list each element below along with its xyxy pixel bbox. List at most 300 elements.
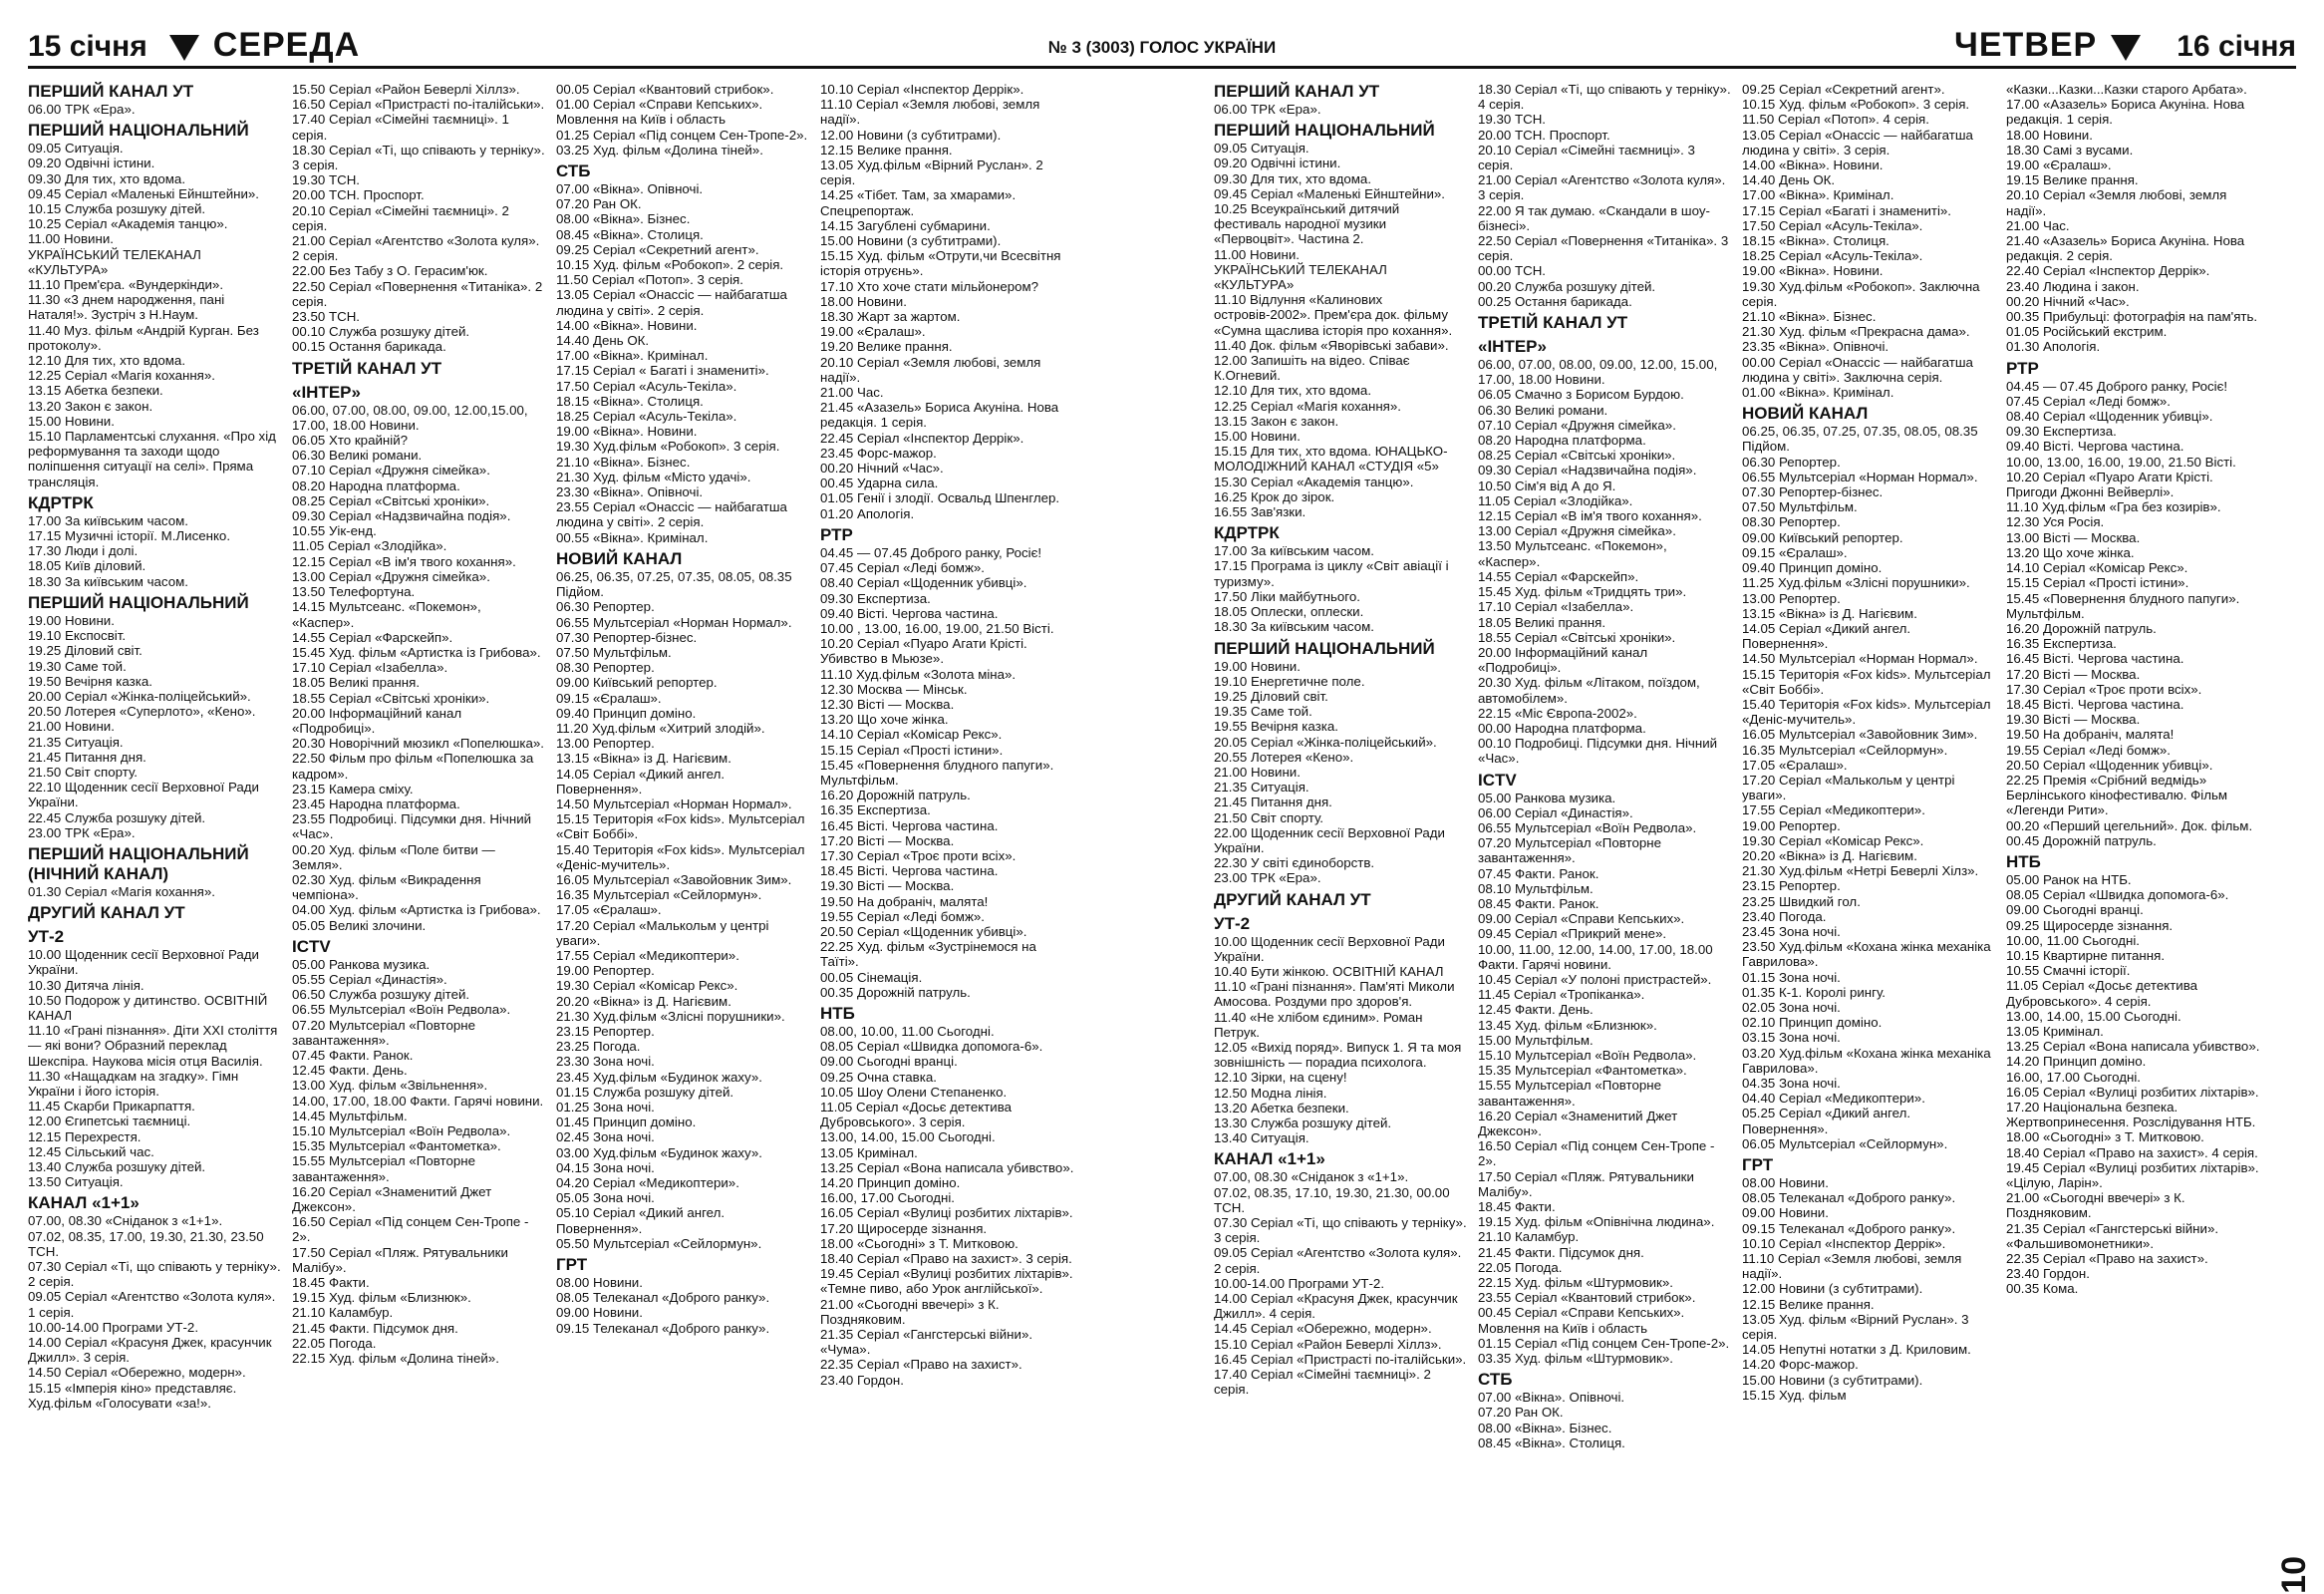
schedule-column bbox=[28, 82, 292, 1555]
program-entry: 04.45 — 07.45 Доброго ранку, Росіє! bbox=[2006, 378, 2228, 394]
program-entry: 19.55 Серіал «Леді бомж». bbox=[2006, 742, 2171, 758]
issue-info: № 3 (3003) ГОЛОС УКРАЇНИ bbox=[1047, 38, 1277, 57]
program-entry: 10.25 Серіал «Академія танцю». bbox=[28, 216, 228, 232]
program-entry: 17.50 Серіал «Асуль-Текіла». bbox=[556, 378, 737, 394]
program-entry: 16.00, 17.00 Сьогодні. bbox=[2006, 1069, 2141, 1085]
program-entry: 15.00 Новини (з субтитрами). bbox=[820, 233, 1002, 249]
channel-heading: ПЕРШИЙ НАЦІОНАЛЬНИЙ bbox=[28, 121, 249, 141]
program-entry: 18.30 Жарт за жартом. bbox=[820, 309, 961, 325]
program-entry: 10.15 Квартирне питання. bbox=[2006, 947, 2166, 963]
program-entry: 16.05 Мультсеріал «Завойовник Зим». bbox=[1742, 727, 1978, 743]
program-entry: 08.30 Репортер. bbox=[556, 660, 655, 676]
program-entry: 16.35 Мультсеріал «Сейлормун». bbox=[1742, 742, 1948, 758]
program-entry: 09.40 Вісті. Чергова частина. bbox=[2006, 439, 2184, 455]
program-entry: 12.00 Новини (з субтитрами). bbox=[820, 127, 1002, 143]
program-entry: 00.35 Кома. bbox=[2006, 1281, 2079, 1297]
program-entry: 09.15 Телеканал «Доброго ранку». bbox=[1742, 1220, 1956, 1236]
program-entry: 00.00 Серіал «Онассіс — найбагатша людина у світі». Заключна серія. bbox=[1742, 354, 1977, 385]
program-entry: 20.50 Лотерея «Суперлото», «Кено». bbox=[28, 704, 256, 720]
program-entry: 08.00 «Вікна». Бізнес. bbox=[1478, 1420, 1612, 1435]
program-entry: 08.05 Телеканал «Доброго ранку». bbox=[556, 1290, 770, 1306]
program-entry: 10.05 Шоу Олени Степаненко. bbox=[820, 1084, 1008, 1100]
program-entry: 18.55 Серіал «Світські хроніки». bbox=[1478, 629, 1676, 645]
program-entry: 20.10 Серіал «Земля любові, земля надії». bbox=[2006, 187, 2231, 218]
program-entry: 05.05 Зона ночі. bbox=[556, 1190, 655, 1206]
program-entry: 11.00 Новини. bbox=[28, 231, 114, 247]
program-entry: 09.00 Київський репортер. bbox=[556, 675, 718, 691]
program-entry: 17.20 Щиросерде зізнання. bbox=[820, 1220, 988, 1236]
program-entry: 15.15 Худ. фільм «Отрути,чи Всесвітня історія отруєнь». bbox=[820, 248, 1065, 279]
program-entry: 22.00 Щоденник сесії Верховної Ради України. bbox=[1214, 824, 1449, 855]
program-entry: 10.50 Сім'я від А до Я. bbox=[1478, 478, 1616, 493]
program-entry: 01.15 Зона ночі. bbox=[1742, 969, 1841, 985]
channel-heading: ПЕРШИЙ КАНАЛ УТ bbox=[1214, 82, 1380, 101]
program-entry: 06.50 Служба розшуку дітей. bbox=[292, 987, 470, 1003]
channel-heading: ДРУГИЙ КАНАЛ УТ bbox=[28, 903, 185, 923]
program-entry: 22.15 Худ. фільм «Штурмовик». bbox=[1478, 1275, 1673, 1291]
program-entry: 13.00 Вісті — Москва. bbox=[2006, 529, 2141, 545]
program-entry: 01.00 Серіал «Справи Кепських». Мовлення на Київ і область bbox=[556, 97, 766, 128]
program-entry: 03.15 Зона ночі. bbox=[1742, 1030, 1841, 1046]
program-entry: 08.40 Серіал «Щоденник убивці». bbox=[820, 575, 1027, 591]
program-entry: 15.15 Для тих, хто вдома. ЮНАЦЬКО-МОЛОДІЖНИЙ КАНАЛ «СТУДІЯ «5» bbox=[1214, 444, 1448, 475]
program-entry: 22.15 «Міс Європа-2002». bbox=[1478, 705, 1637, 721]
schedule-column bbox=[292, 82, 556, 1555]
program-entry: 00.10 Подробиці. Підсумки дня. Нічний «Час». bbox=[1478, 736, 1721, 767]
program-entry: 11.40 Док. фільм «Яворівські забави». bbox=[1214, 337, 1449, 353]
program-entry: 06.05 Смачно з Борисом Бурдою. bbox=[1478, 387, 1684, 403]
program-entry: 06.00 ТРК «Ера». bbox=[28, 102, 136, 117]
program-entry: 14.50 Мультсеріал «Норман Нормал». bbox=[1742, 651, 1978, 667]
program-entry: 10.00, 11.00 Сьогодні. bbox=[2006, 932, 2140, 948]
program-entry: 19.55 Вечірня казка. bbox=[1214, 719, 1338, 735]
program-entry: 08.00 «Вікна». Бізнес. bbox=[556, 211, 691, 227]
program-entry: 18.05 Оплески, оплески. bbox=[1214, 604, 1364, 620]
program-entry: 19.30 Серіал «Комісар Рекс». bbox=[556, 978, 738, 994]
program-entry: 22.30 У світі єдиноборств. bbox=[1214, 855, 1375, 871]
program-entry: 22.25 Худ. фільм «Зустрінемося на Таїті». bbox=[820, 939, 1040, 970]
program-entry: 09.40 Вісті. Чергова частина. bbox=[820, 605, 999, 621]
program-entry: 19.20 Велике прання. bbox=[820, 339, 953, 355]
program-entry: 19.50 Вечірня казка. bbox=[28, 673, 152, 689]
program-entry: 12.00 Новини (з субтитрами). bbox=[1742, 1281, 1923, 1297]
program-entry: 15.00 Новини. bbox=[1214, 429, 1301, 445]
program-entry: 19.25 Діловий світ. bbox=[1214, 688, 1328, 704]
program-entry: 20.20 «Вікна» із Д. Нагієвим. bbox=[556, 993, 731, 1009]
schedule-column bbox=[1478, 82, 1742, 1555]
channel-heading: ТРЕТІЙ КАНАЛ УТ bbox=[1478, 313, 1628, 333]
program-entry: 13.20 Що хоче жінка. bbox=[2006, 544, 2135, 560]
program-entry: 18.25 Серіал «Асуль-Текіла». bbox=[556, 409, 737, 425]
program-entry: 00.20 Нічний «Час». bbox=[820, 461, 944, 477]
program-entry: 18.30 Серіал «Ті, що співають у терніку». 4 серія. bbox=[1478, 82, 1735, 113]
program-entry: 09.45 Серіал «Маленькі Ейнштейни». bbox=[1214, 185, 1446, 201]
triangle-down-icon bbox=[2111, 35, 2141, 61]
program-entry: 17.40 Серіал «Сімейні таємниці». 1 серія. bbox=[292, 112, 513, 143]
program-entry: 23.00 ТРК «Ера». bbox=[1214, 870, 1321, 886]
program-entry: 20.10 Серіал «Сімейні таємниці». 3 серія. bbox=[1478, 142, 1699, 173]
program-entry: 10.00, 11.00, 12.00, 14.00, 17.00, 18.00 Факти. Гарячі новини. bbox=[1478, 941, 1717, 972]
program-entry: 09.25 Очна ставка. bbox=[820, 1069, 937, 1085]
program-entry: 23.45 Форс-мажор. bbox=[820, 445, 937, 461]
program-entry: 06.00, 07.00, 08.00, 09.00, 12.00, 15.00, 17.00, 18.00 Новини. bbox=[1478, 357, 1721, 388]
program-entry: 13.20 Що хоче жінка. bbox=[820, 712, 949, 728]
program-entry: 13.00, 14.00, 15.00 Сьогодні. bbox=[2006, 1008, 2181, 1024]
program-entry: 18.00 «Сьогодні» з Т. Митковою. bbox=[2006, 1129, 2204, 1145]
program-entry: 04.35 Зона ночі. bbox=[1742, 1076, 1841, 1091]
program-entry: 07.10 Серіал «Дружня сімейка». bbox=[1478, 417, 1676, 433]
program-entry: 19.30 Худ.фільм «Робокоп». 3 серія. bbox=[556, 439, 780, 455]
program-entry: 19.00 «Єралаш». bbox=[2006, 158, 2112, 173]
program-entry: 09.05 Серіал «Агентство «Золота куля». 2 серія. bbox=[1214, 1245, 1466, 1276]
program-entry: 13.45 Худ. фільм «Близнюк». bbox=[1478, 1017, 1657, 1033]
program-entry: 03.25 Худ. фільм «Долина тіней». bbox=[556, 142, 763, 158]
program-entry: 17.20 Серіал «Малькольм у центрі уваги». bbox=[1742, 772, 1959, 803]
program-entry: 07.00 «Вікна». Опівночі. bbox=[556, 181, 704, 197]
program-entry: 10.50 Подорож у дитинство. ОСВІТНІЙ КАНАЛ bbox=[28, 992, 272, 1023]
program-entry: 10.55 Смачні історії. bbox=[2006, 963, 2131, 979]
program-entry: 19.30 Вісті — Москва. bbox=[2006, 712, 2141, 728]
program-entry: 23.55 Серіал «Онассіс — найбагатша людина у світі». 2 серія. bbox=[556, 499, 791, 530]
program-entry: 10.20 Серіал «Пуаро Агати Крісті. Пригоди Джонні Вейверлі». bbox=[2006, 469, 2217, 500]
schedule-column bbox=[556, 82, 820, 1555]
program-entry: 17.30 Серіал «Троє проти всіх». bbox=[2006, 681, 2202, 697]
program-entry: 07.50 Мультфільм. bbox=[1742, 499, 1858, 515]
program-entry: 00.25 Остання барикада. bbox=[1478, 293, 1632, 309]
program-entry: 01.20 Апологія. bbox=[820, 505, 915, 521]
program-entry: 05.50 Мультсеріал «Сейлормун». bbox=[556, 1235, 762, 1251]
channel-heading: ПЕРШИЙ КАНАЛ УТ bbox=[28, 82, 194, 101]
program-entry: 15.45 Худ. фільм «Тридцять три». bbox=[1478, 584, 1687, 600]
channel-heading: ГРТ bbox=[556, 1255, 588, 1275]
channel-heading: УТ-2 bbox=[1214, 913, 1251, 933]
program-entry: 13.00 Серіал «Дружня сімейка». bbox=[292, 568, 490, 584]
program-entry: 01.35 К-1. Королі рингу. bbox=[1742, 984, 1886, 1000]
program-entry: 09.45 Серіал «Прикрий мене». bbox=[1478, 926, 1667, 942]
program-entry: 09.40 Принцип доміно. bbox=[1742, 560, 1883, 576]
program-entry: 01.25 Зона ночі. bbox=[556, 1100, 655, 1115]
program-entry: 18.45 Вісті. Чергова частина. bbox=[820, 863, 999, 879]
program-entry: 17.10 Серіал «Ізабелла». bbox=[1478, 599, 1634, 615]
program-entry: 17.00 «Вікна». Кримінал. bbox=[556, 348, 709, 364]
program-entry: 00.20 Служба розшуку дітей. bbox=[1478, 278, 1656, 294]
program-entry: 19.00 Репортер. bbox=[1742, 817, 1841, 833]
program-entry: 10.30 Дитяча лінія. bbox=[28, 977, 145, 993]
program-entry: 05.55 Серіал «Династія». bbox=[292, 971, 447, 987]
program-entry: 22.00 Я так думаю. «Скандали в шоу-бізнесі». bbox=[1478, 202, 1710, 233]
program-entry: 07.20 Мультсеріал «Повторне завантаження». bbox=[1478, 835, 1665, 866]
program-entry: 22.50 Серіал «Повернення «Титаніка». 3 серія. bbox=[1478, 233, 1732, 264]
program-entry: 09.00 Новини. bbox=[1742, 1205, 1829, 1221]
program-entry: 13.15 Закон є закон. bbox=[1214, 413, 1339, 429]
program-entry: 21.10 «Вікна». Бізнес. bbox=[1742, 309, 1877, 325]
program-entry: 15.00 Мультфільм. bbox=[1478, 1032, 1594, 1048]
program-entry: 10.00 Щоденник сесії Верховної Ради України. bbox=[28, 947, 263, 978]
program-entry: 21.10 Каламбур. bbox=[292, 1305, 394, 1321]
program-entry: 10.25 Всеукраїнський дитячий фестиваль народної музики «Первоцвіт». Частина 2. bbox=[1214, 201, 1403, 247]
program-entry: 14.00 Серіал «Красуня Джек, красунчик Джилл». 4 серія. bbox=[1214, 1291, 1462, 1322]
program-entry: 07.45 Серіал «Леді бомж». bbox=[820, 560, 985, 576]
program-entry: 12.10 Для тих, хто вдома. bbox=[28, 353, 186, 369]
program-entry: 07.20 Мультсеріал «Повторне завантаження». bbox=[292, 1017, 479, 1048]
program-entry: 17.15 Програма із циклу «Світ авіації і туризму». bbox=[1214, 558, 1453, 589]
program-entry: 14.40 День ОК. bbox=[556, 333, 650, 349]
program-entry: 20.50 Серіал «Щоденник убивці». bbox=[2006, 757, 2213, 773]
program-entry: 06.00, 07.00, 08.00, 09.00, 12.00,15.00, 17.00, 18.00 Новини. bbox=[292, 402, 532, 433]
program-entry: 17.30 Серіал «Троє проти всіх». bbox=[820, 847, 1017, 863]
program-entry: 22.35 Серіал «Право на захист». bbox=[2006, 1251, 2208, 1267]
program-entry: 13.50 Мультсеанс. «Покемон», «Каспер». bbox=[1478, 538, 1671, 569]
program-entry: 19.15 Худ. фільм «Близнюк». bbox=[292, 1290, 471, 1306]
program-entry: 08.10 Мультфільм. bbox=[1478, 880, 1594, 896]
program-entry: 21.30 Худ. фільм «Місто удачі». bbox=[556, 469, 751, 484]
program-entry: 13.05 Кримінал. bbox=[2006, 1023, 2104, 1039]
program-entry: 19.30 Саме той. bbox=[28, 658, 127, 674]
program-entry: 19.30 Худ.фільм «Робокоп». Заключна серія. bbox=[1742, 278, 1984, 309]
program-entry: 12.00 Запишіть на відео. Співає К.Огневий. bbox=[1214, 353, 1414, 384]
right-header bbox=[1954, 26, 2296, 65]
program-entry: 08.25 Серіал «Світські хроніки». bbox=[292, 492, 490, 508]
program-entry: 20.00 Інформаційний канал «Подробиці». bbox=[1478, 644, 1651, 676]
program-entry: 21.00 Час. bbox=[2006, 217, 2070, 233]
program-entry: 15.15 Серіал «Прості істини». bbox=[2006, 575, 2189, 591]
program-entry: 10.20 Серіал «Пуаро Агати Крісті. Убивство в Мьюзе». bbox=[820, 636, 1031, 667]
program-entry: 08.05 Серіал «Швидка допомога-6». bbox=[2006, 887, 2229, 903]
program-entry: 12.30 Москва — Мінськ. bbox=[820, 681, 968, 697]
program-entry: 04.20 Серіал «Медикоптери». bbox=[556, 1175, 739, 1191]
program-entry: 06.00 ТРК «Ера». bbox=[1214, 102, 1321, 117]
program-entry: 07.02, 08.35, 17.10, 19.30, 21.30, 00.00 ТСН. bbox=[1214, 1184, 1454, 1215]
program-entry: 22.45 Служба розшуку дітей. bbox=[28, 809, 206, 825]
program-entry: 21.00 Час. bbox=[820, 385, 884, 401]
program-entry: 17.20 Серіал «Малькольм у центрі уваги». bbox=[556, 917, 773, 948]
program-entry: 08.30 Репортер. bbox=[1742, 514, 1841, 530]
program-entry: 20.20 «Вікна» із Д. Нагієвим. bbox=[1742, 847, 1917, 863]
program-entry: 13.15 «Вікна» із Д. Нагієвим. bbox=[1742, 605, 1917, 621]
program-entry: 23.15 Репортер. bbox=[556, 1023, 655, 1039]
program-entry: 06.55 Мультсеріал «Норман Нормал». bbox=[1742, 469, 1978, 484]
channel-heading: КДРТРК bbox=[28, 492, 94, 512]
program-entry: 23.25 Погода. bbox=[556, 1039, 641, 1055]
program-entry: 11.10 Серіал «Земля любові, земля надії». bbox=[820, 97, 1044, 128]
program-entry: 14.50 Мультсеріал «Норман Нормал». bbox=[556, 796, 792, 811]
program-entry: 11.30 «Нащадкам на згадку». Гімн України і його історія. bbox=[28, 1068, 242, 1099]
program-entry: 21.45 «Азазель» Бориса Акуніна. Нова редакція. 1 серія. bbox=[820, 400, 1062, 431]
program-entry: 01.45 Принцип доміно. bbox=[556, 1115, 697, 1130]
program-entry: 06.30 Репортер. bbox=[556, 599, 655, 615]
program-entry: 09.40 Принцип доміно. bbox=[556, 705, 697, 721]
page-header bbox=[28, 20, 2296, 69]
schedule-column bbox=[1742, 82, 2006, 1555]
program-entry: 05.10 Серіал «Дикий ангел. Повернення». bbox=[556, 1205, 728, 1236]
program-entry: 17.00 «Вікна». Кримінал. bbox=[1742, 187, 1894, 203]
program-entry: 17.40 Серіал «Сімейні таємниці». 2 серія. bbox=[1214, 1367, 1435, 1398]
program-entry: 06.55 Мультсеріал «Воїн Редвола». bbox=[292, 1002, 511, 1018]
program-entry: 09.30 Для тих, хто вдома. bbox=[1214, 170, 1372, 186]
program-entry: 11.40 Муз. фільм «Андрій Курган. Без протоколу». bbox=[28, 322, 263, 353]
program-entry: 22.35 Серіал «Право на захист». bbox=[820, 1357, 1022, 1373]
program-entry: 10.00, 13.00, 16.00, 19.00, 21.50 Вісті. bbox=[2006, 454, 2236, 470]
program-entry: 22.45 Серіал «Інспектор Деррік». bbox=[820, 430, 1024, 446]
program-entry: 17.15 Серіал «Багаті і знамениті». bbox=[1742, 202, 1952, 218]
left-date: 15 січня bbox=[28, 30, 147, 63]
program-entry: 12.45 Факти. День. bbox=[292, 1063, 408, 1079]
program-entry: 21.40 «Азазель» Бориса Акуніна. Нова редакція. 2 серія. bbox=[2006, 233, 2248, 264]
program-entry: 13.50 Телефортуна. bbox=[292, 584, 416, 600]
program-entry: 20.55 Лотерея «Кено». bbox=[1214, 749, 1354, 765]
program-entry: 09.25 Серіал «Секретний агент». bbox=[1742, 82, 1945, 97]
program-entry: 23.30 «Вікна». Опівночі. bbox=[556, 484, 704, 500]
program-entry: 09.05 Ситуація. bbox=[28, 141, 124, 157]
program-entry: 11.05 Серіал «Досьє детектива Дубровського». 3 серія. bbox=[820, 1100, 1016, 1130]
program-entry: 12.00 Єгипетські таємниці. bbox=[28, 1114, 191, 1129]
program-entry: 13.20 Закон є закон. bbox=[28, 398, 153, 414]
program-entry: 10.00 , 13.00, 16.00, 19.00, 21.50 Вісті. bbox=[820, 620, 1054, 636]
program-entry: 06.05 Хто крайній? bbox=[292, 433, 409, 449]
program-entry: 03.20 Худ.фільм «Кохана жінка механіка Гаврилова». bbox=[1742, 1045, 1995, 1076]
schedule-column bbox=[1214, 82, 1478, 1555]
program-entry: 14.10 Серіал «Комісар Рекс». bbox=[2006, 560, 2188, 576]
program-entry: 08.45 «Вікна». Столиця. bbox=[1478, 1435, 1625, 1450]
program-entry: 07.30 Серіал «Ті, що співають у терніку». 3 серія. bbox=[1214, 1215, 1471, 1246]
program-entry: 09.20 Одвічні істини. bbox=[1214, 156, 1341, 171]
program-entry: 19.30 ТСН. bbox=[1478, 112, 1546, 128]
channel-heading: ICTV bbox=[1478, 770, 1517, 790]
program-entry: 11.00 Новини. bbox=[1214, 246, 1300, 262]
program-entry: 14.10 Серіал «Комісар Рекс». bbox=[820, 727, 1003, 743]
program-entry: 20.30 Новорічний мюзикл «Попелюшка». bbox=[292, 736, 544, 752]
program-entry: 20.30 Худ. фільм «Літаком, поїздом, автомобілем». bbox=[1478, 675, 1704, 706]
program-entry: 12.15 Серіал «В ім'я твого кохання». bbox=[292, 553, 516, 569]
program-entry: 08.05 Телеканал «Доброго ранку». bbox=[1742, 1190, 1956, 1206]
program-entry: 08.45 «Вікна». Столиця. bbox=[556, 226, 704, 242]
program-entry: 13.20 Абетка безпеки. bbox=[1214, 1100, 1349, 1116]
program-entry: 21.00 Серіал «Агентство «Золота куля». 3 серія. bbox=[1478, 172, 1730, 203]
program-entry: 00.10 Служба розшуку дітей. bbox=[292, 324, 470, 340]
program-entry: 14.20 Форс-мажор. bbox=[1742, 1357, 1859, 1373]
program-entry: 13.00 Репортер. bbox=[556, 736, 655, 752]
program-entry: 18.00 Новини. bbox=[2006, 127, 2093, 143]
program-entry: 16.50 Серіал «Пристрасті по-італійськи». bbox=[292, 97, 545, 113]
program-entry: 19.30 Серіал «Комісар Рекс». bbox=[1742, 832, 1924, 848]
program-entry: 09.30 Експертиза. bbox=[820, 590, 931, 606]
program-entry: 19.15 Велике прання. bbox=[2006, 172, 2139, 188]
program-entry: 09.25 Щиросерде зізнання. bbox=[2006, 917, 2174, 933]
program-entry: 15.15 Територія «Fox kids». Мультсеріал «Світ Боббі». bbox=[556, 811, 809, 842]
program-entry: 12.10 Для тих, хто вдома. bbox=[1214, 383, 1372, 399]
program-entry: 15.35 Мультсеріал «Фантометка». bbox=[292, 1138, 501, 1154]
program-entry: 11.45 Серіал «Тропіканка». bbox=[1478, 987, 1645, 1003]
program-entry: 14.40 День ОК. bbox=[1742, 172, 1836, 188]
program-entry: 00.20 Нічний «Час». bbox=[2006, 293, 2130, 309]
program-entry: 17.50 Серіал «Пляж. Рятувальники Малібу». bbox=[292, 1244, 512, 1275]
program-entry: 17.50 Ліки майбутнього. bbox=[1214, 588, 1360, 604]
program-entry: 01.30 Апологія. bbox=[2006, 339, 2101, 355]
program-entry: 17.20 Національна безпека. Жертвопринесення. Розслідування НТБ. bbox=[2006, 1100, 2256, 1130]
channel-heading: «ІНТЕР» bbox=[292, 382, 361, 402]
program-entry: 09.30 Експертиза. bbox=[2006, 424, 2117, 440]
program-entry: 06.55 Мультсеріал «Воїн Редвола». bbox=[1478, 819, 1697, 835]
program-entry: 12.15 Серіал «В ім'я твого кохання». bbox=[1478, 508, 1702, 524]
right-day: ЧЕТВЕР bbox=[1953, 26, 2098, 64]
program-entry: 07.20 Ран ОК. bbox=[1478, 1405, 1564, 1421]
program-entry: 09.30 Для тих, хто вдома. bbox=[28, 170, 186, 186]
program-entry: 14.50 Серіал «Обережно, модерн». bbox=[28, 1365, 246, 1381]
program-entry: 19.00 Репортер. bbox=[556, 963, 655, 979]
program-entry: 06.30 Великі романи. bbox=[1478, 402, 1608, 418]
program-entry: 13.05 Кримінал. bbox=[820, 1144, 918, 1160]
program-entry: 16.55 Зав'язки. bbox=[1214, 504, 1307, 520]
program-entry: 00.00 ТСН. bbox=[1478, 263, 1546, 279]
program-entry: 19.10 Енергетичне поле. bbox=[1214, 673, 1365, 689]
program-entry: 14.55 Серіал «Фарскейп». bbox=[292, 629, 453, 645]
program-entry: 14.05 Серіал «Дикий ангел. Повернення». bbox=[1742, 620, 1914, 652]
program-entry: 21.30 Худ.фільм «Нетрі Беверлі Хілз». bbox=[1742, 863, 1979, 879]
program-entry: 15.30 Серіал «Академія танцю». bbox=[1214, 474, 1414, 489]
program-entry: 14.55 Серіал «Фарскейп». bbox=[1478, 568, 1639, 584]
channel-heading: СТБ bbox=[556, 161, 591, 181]
program-entry: 17.05 «Єралаш». bbox=[556, 902, 662, 918]
program-entry: 21.50 Світ спорту. bbox=[28, 764, 138, 780]
program-entry: 07.00, 08.30 «Сніданок з «1+1». bbox=[28, 1213, 223, 1229]
program-entry: 19.10 Експосвіт. bbox=[28, 628, 127, 644]
program-entry: 10.40 Бути жінкою. ОСВІТНІЙ КАНАЛ bbox=[1214, 963, 1444, 979]
program-entry: 21.35 Ситуація. bbox=[28, 734, 124, 750]
program-entry: 09.25 Серіал «Секретний агент». bbox=[556, 241, 759, 257]
program-entry: 21.45 Питання дня. bbox=[1214, 795, 1332, 810]
channel-heading: ПЕРШИЙ НАЦІОНАЛЬНИЙ bbox=[28, 592, 249, 612]
program-entry: 01.15 Служба розшуку дітей. bbox=[556, 1084, 734, 1100]
program-entry: 07.30 Серіал «Ті, що співають у терніку». 2 серія. bbox=[28, 1259, 285, 1290]
program-entry: 19.15 Худ. фільм «Опівнічна людина». bbox=[1478, 1214, 1715, 1230]
program-entry: 14.05 Серіал «Дикий ангел. Повернення». bbox=[556, 766, 728, 797]
channel-heading: ГРТ bbox=[1742, 1155, 1774, 1175]
program-entry: 10.15 Служба розшуку дітей. bbox=[28, 201, 206, 217]
channel-heading: РТР bbox=[820, 524, 853, 544]
program-entry: 13.05 Худ.фільм «Вірний Руслан». 2 серія. bbox=[820, 158, 1047, 188]
program-entry: 10.10 Серіал «Інспектор Деррік». bbox=[820, 82, 1024, 97]
program-entry: 23.40 Людина і закон. bbox=[2006, 278, 2140, 294]
program-entry: 18.45 Факти. bbox=[292, 1275, 370, 1291]
program-entry: 12.15 Велике прання. bbox=[1742, 1296, 1875, 1312]
program-entry: 06.30 Репортер. bbox=[1742, 454, 1841, 470]
program-entry: 22.50 Серіал «Повернення «Титаніка». 2 серія. bbox=[292, 278, 546, 309]
program-entry: 09.30 Серіал «Надзвичайна подія». bbox=[1478, 463, 1697, 478]
program-entry: 21.35 Серіал «Гангстерські війни». «Чума». bbox=[820, 1327, 1036, 1358]
channel-heading: «ІНТЕР» bbox=[1478, 337, 1547, 357]
program-entry: 07.45 Факти. Ранок. bbox=[292, 1047, 414, 1063]
program-entry: 10.00-14.00 Програми УТ-2. bbox=[1214, 1275, 1385, 1291]
program-entry: 09.00 Новини. bbox=[556, 1305, 643, 1321]
program-entry: 19.50 На добраніч, малята! bbox=[2006, 727, 2175, 743]
channel-heading: ПЕРШИЙ НАЦІОНАЛЬНИЙ bbox=[1214, 638, 1435, 658]
program-entry: 00.20 «Перший цегельний». Док. фільм. bbox=[2006, 817, 2253, 833]
program-entry: 05.00 Ранкова музика. bbox=[1478, 790, 1616, 805]
program-entry: 21.10 «Вікна». Бізнес. bbox=[556, 454, 691, 470]
program-entry: 02.30 Худ. фільм «Викрадення чемпіона». bbox=[292, 871, 485, 903]
program-entry: 19.00 Новини. bbox=[1214, 658, 1301, 674]
page-number: 10 bbox=[2275, 1556, 2313, 1594]
program-entry: 10.00-14.00 Програми УТ-2. bbox=[28, 1319, 199, 1335]
program-entry: 13.00 Репортер. bbox=[1742, 590, 1841, 606]
program-entry: 17.55 Серіал «Медикоптери». bbox=[1742, 802, 1925, 818]
program-entry: 22.05 Погода. bbox=[1478, 1259, 1563, 1275]
program-entry: 18.00 «Сьогодні» з Т. Митковою. bbox=[820, 1235, 1018, 1251]
program-entry: 16.45 Серіал «Пристрасті по-італійськи». bbox=[1214, 1351, 1467, 1367]
program-entry: 17.20 Вісті — Москва. bbox=[2006, 666, 2141, 682]
program-entry: 15.55 Мультсеріал «Повторне завантаження». bbox=[1478, 1078, 1665, 1109]
program-entry: 11.45 Скарби Прикарпаття. bbox=[28, 1099, 195, 1115]
